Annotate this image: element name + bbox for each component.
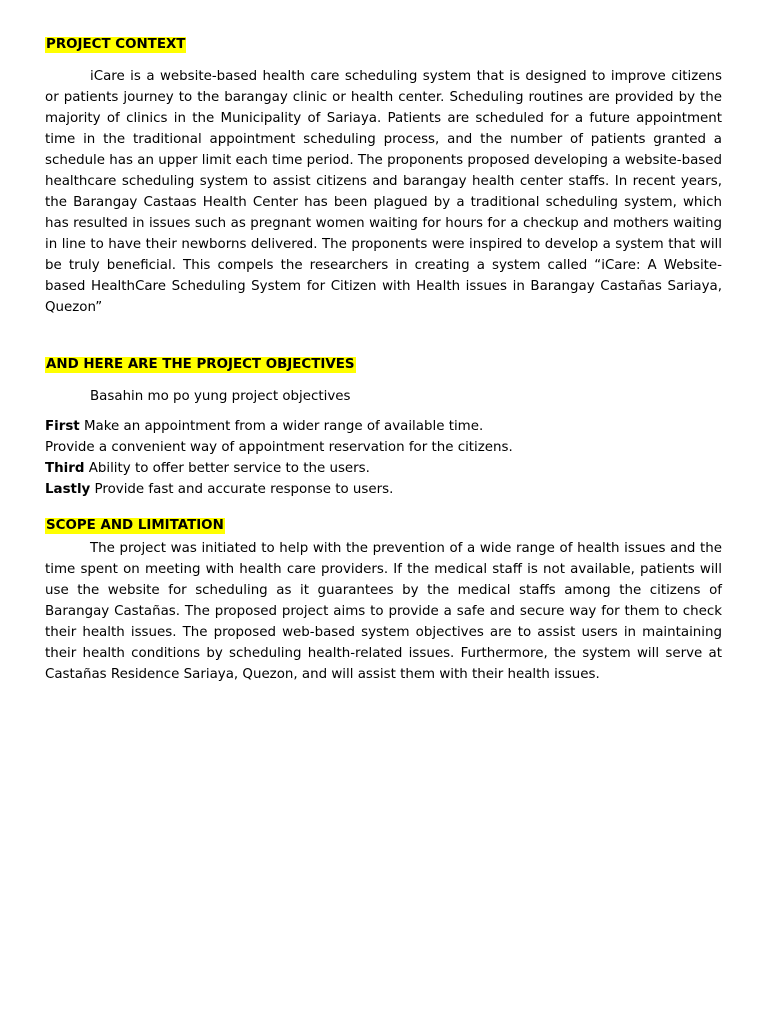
objective-item — [45, 437, 722, 458]
project-objectives-heading: AND HERE ARE THE PROJECT OBJECTIVES — [46, 357, 355, 372]
objective-lead: Lastly — [45, 482, 91, 497]
scope-heading: SCOPE AND LIMITATION — [46, 518, 224, 533]
objectives-intro: Basahin mo po yung project objectives — [90, 389, 351, 404]
project-objectives-section — [45, 357, 722, 373]
objective-item — [45, 479, 722, 500]
project-context-heading: PROJECT CONTEXT — [46, 37, 186, 52]
objectives-list — [45, 416, 722, 500]
objective-lead: Third — [45, 461, 85, 476]
project-context-section — [45, 37, 722, 53]
objective-item — [45, 458, 722, 479]
document-body — [45, 36, 722, 685]
project-context-paragraph: iCare is a website-based health care scheduling system that is designed to improve citizens or patients journey to the barangay clinic or health center. Scheduling routines are provided by the majority of clinics in the Municipality of Sariaya. Patients are scheduled for a future appointment time in the traditional appointment scheduling process, and the number of patients granted a schedule has an upper limit each time period. The proponents proposed developing a website-based healthcare scheduling system to assist citizens and barangay health center staffs. In recent years, the Barangay Castaas Health Center has been plagued by a traditional scheduling system, which has resulted in issues such as pregnant women waiting for hours for a checkup and mothers waiting in line to have their newborns delivered. The proponents were inspired to develop a system that will be truly beneficial. This compels the researchers in creating a system called “iCare: A Website-based HealthCare Scheduling System for Citizen with Health issues in Barangay Castañas Sariaya, Quezon” — [45, 69, 722, 315]
objective-text: Ability to offer better service to the users. — [84, 461, 370, 476]
objective-text: Provide fast and accurate response to users. — [90, 482, 394, 497]
objective-text: Provide a convenient way of appointment reservation for the citizens. — [45, 440, 513, 455]
objective-lead: First — [45, 419, 80, 434]
scope-paragraph: The project was initiated to help with the prevention of a wide range of health issues and the time spent on meeting with health care providers. If the medical staff is not available, patients will use the website for scheduling as it guarantees by the medical staffs among the citizens of Barangay Castañas. The proposed project aims to provide a safe and secure way for them to check their health issues. The proposed web-based system objectives are to assist users in maintaining their health conditions by scheduling health-related issues. Furthermore, the system will serve at Castañas Residence Sariaya, Quezon, and will assist them with their health issues. — [45, 541, 722, 682]
objective-text: Make an appointment from a wider range of available time. — [79, 419, 484, 434]
scope-section — [45, 518, 722, 534]
objective-item — [45, 416, 722, 437]
